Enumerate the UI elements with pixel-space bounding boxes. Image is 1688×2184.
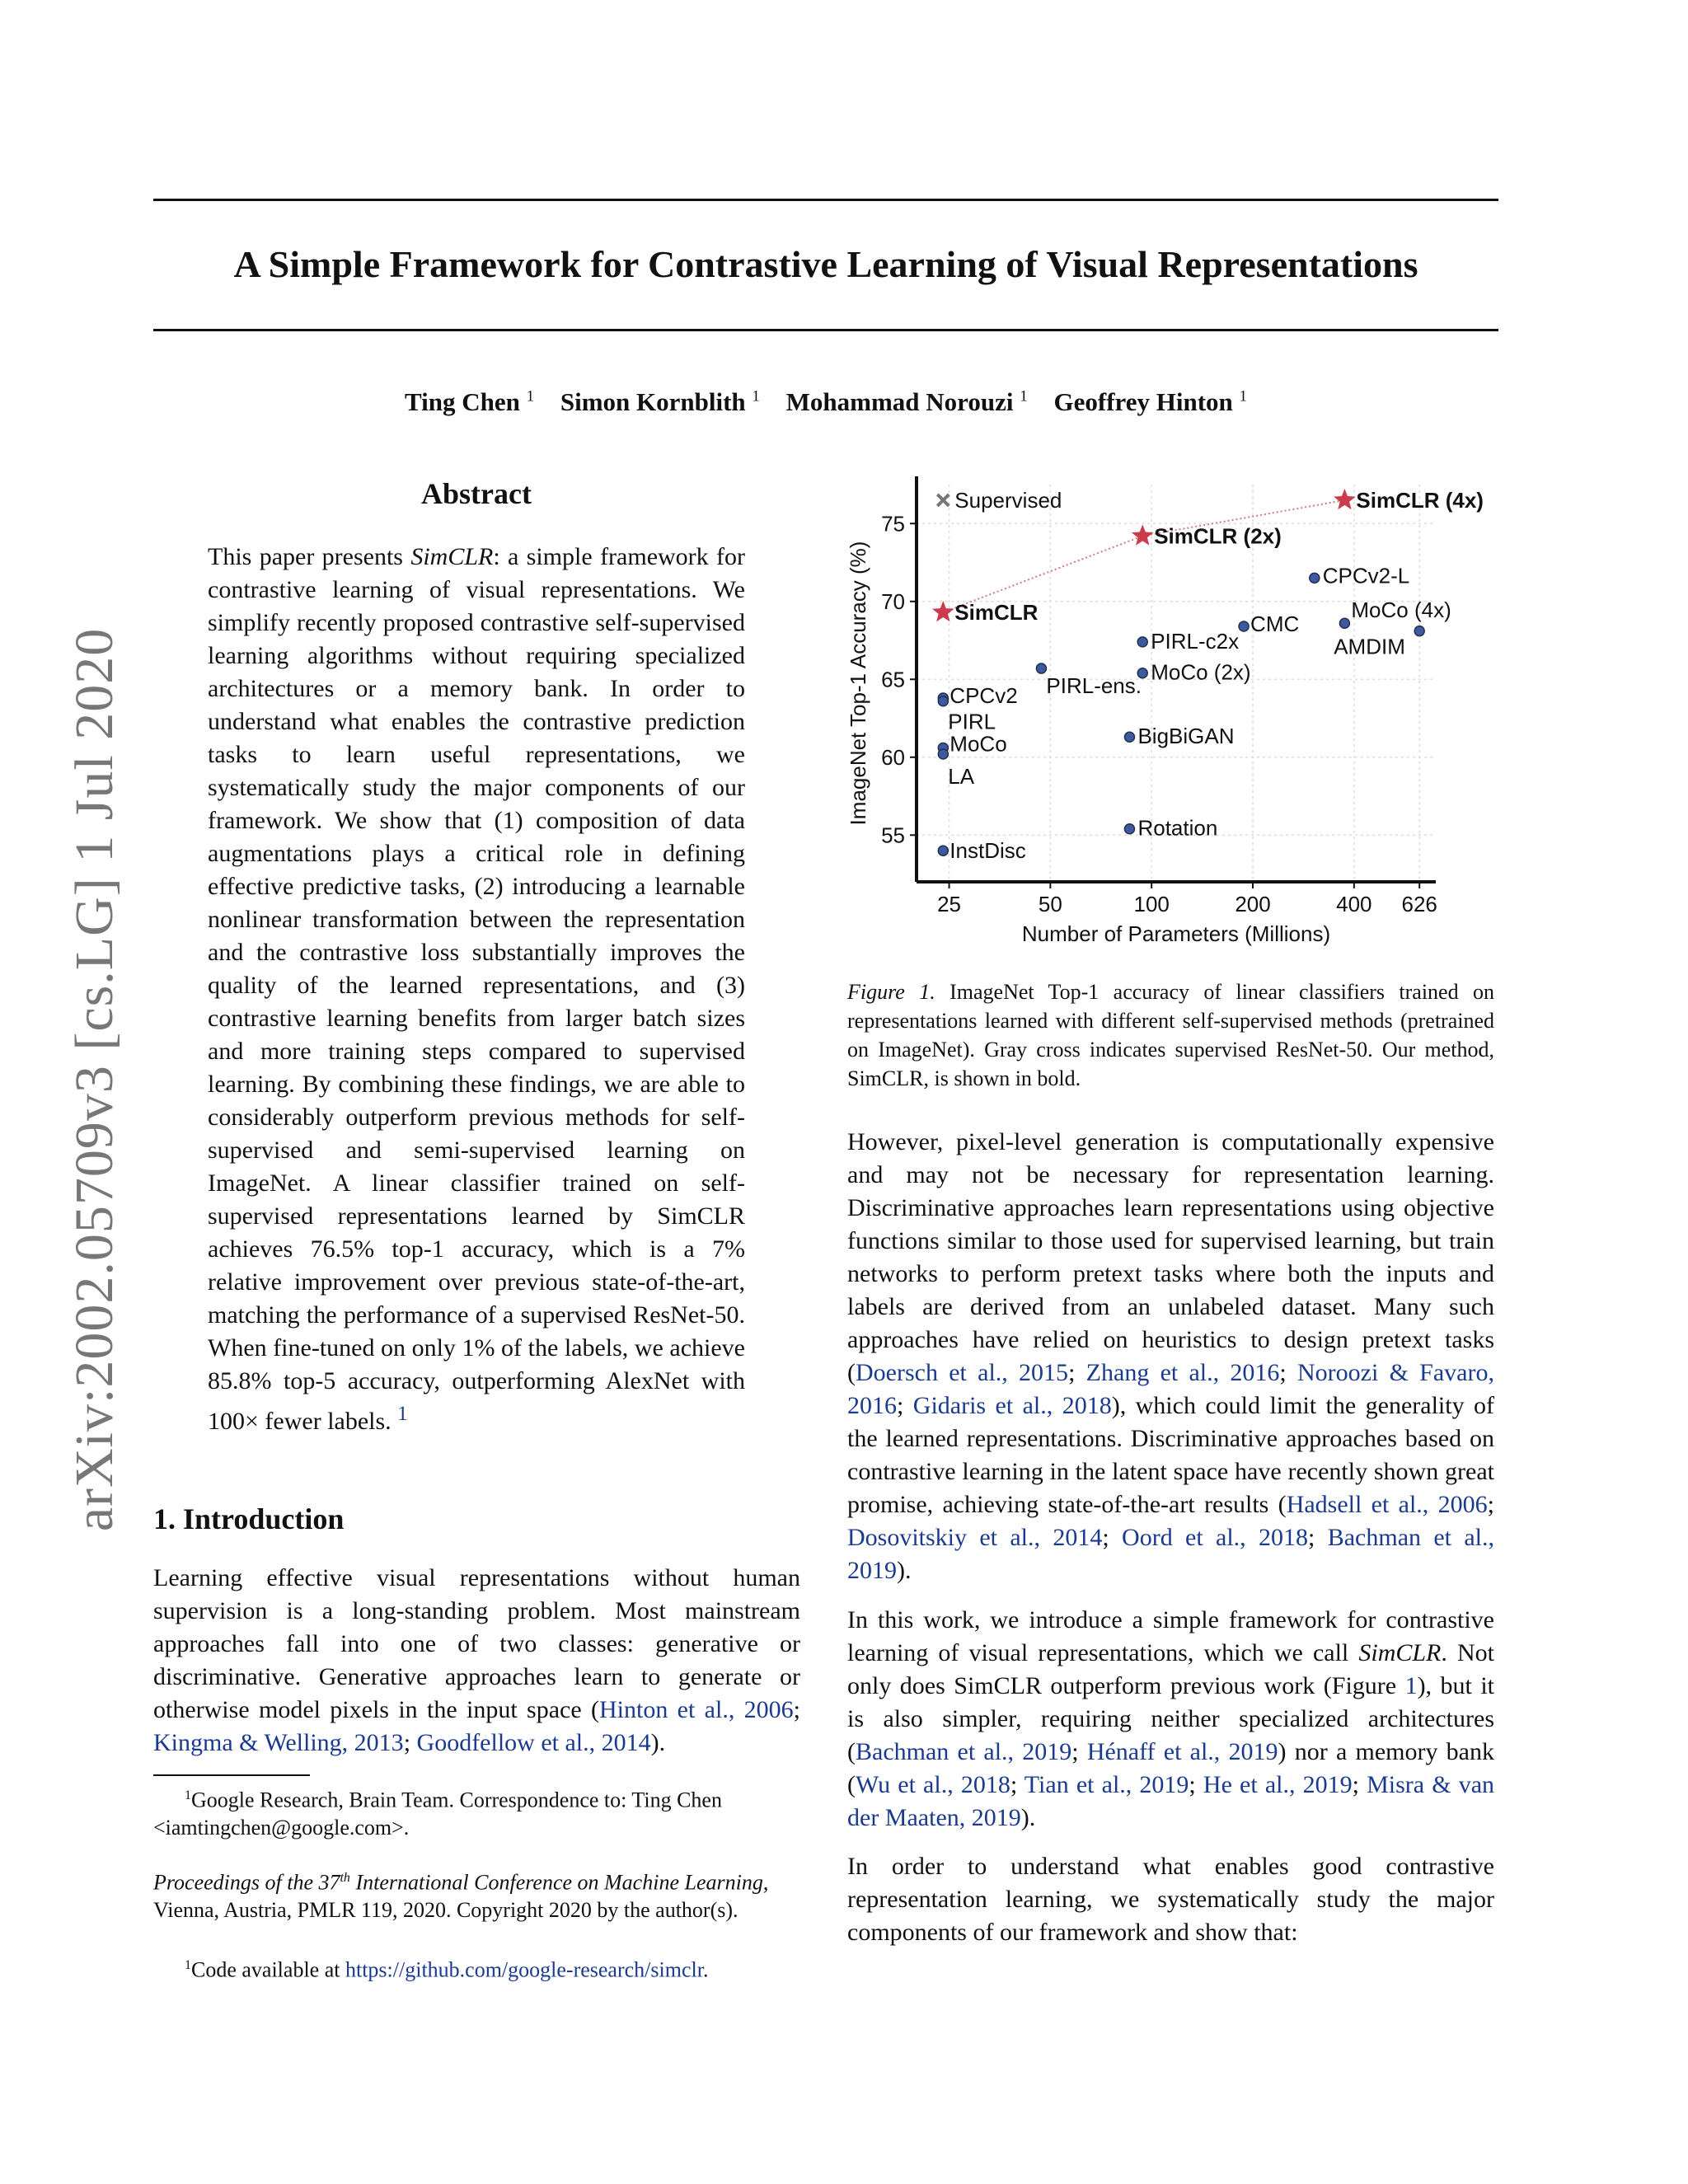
title-rule-bottom [153,329,1498,331]
point-la [938,749,948,759]
citation-link[interactable]: Oord et al., 2018 [1122,1524,1309,1551]
citation-link[interactable]: Hadsell et al., 2006 [1286,1491,1488,1518]
point-label-simclr-2x: SimCLR (2x) [1154,523,1282,549]
citation-link[interactable]: Noroozi & Favaro, 2016 [847,1359,1494,1419]
section-heading-introduction: 1. Introduction [153,1502,345,1535]
y-tick-label: 70 [881,588,905,614]
arxiv-stamp: arXiv:2002.05709v3 [cs.LG] 1 Jul 2020 [64,627,124,1532]
figure-label: Figure 1. [847,980,935,1004]
point-bigbigan [1124,732,1134,742]
author-list [153,387,1498,417]
point-pirl [938,696,948,706]
citation-link[interactable]: Hinton et al., 2006 [598,1696,794,1723]
point-pirl-ens [1036,663,1046,673]
citation-link[interactable]: Hénaff et al., 2019 [1086,1738,1278,1765]
footnote-affiliation: $^1$Google Research, Brain Team. Correspondence to: Ting Chen <iamtingchen@google.com>. [153,1788,722,1840]
point-cmc [1239,621,1249,631]
citation-link[interactable]: Goodfellow et al., 2014 [416,1729,651,1756]
point-cpcv2-l [1310,573,1320,583]
point-amdim [1414,626,1424,636]
x-tick-label: 200 [1235,892,1271,916]
point-simclr-4x [1334,489,1356,509]
citation-link[interactable]: Zhang et al., 2016 [1085,1359,1280,1386]
x-tick-label: 50 [1038,892,1062,916]
scatter-plot [841,468,1500,946]
point-label-simclr: SimCLR [954,599,1039,625]
citation-link[interactable]: Bachman et al., 2019 [847,1524,1494,1584]
author-1: Ting Chen $^1$ [404,387,535,416]
x-tick-label: 25 [937,892,962,916]
figure-caption: Figure 1. ImageNet Top-1 accuracy of linear classifiers trained on representations learned with different self-supervised methods (pretrained on ImageNet). Gray cross indicates supervised ResNet-50. Our method, SimCLR, is shown in bold. [847,980,1494,1090]
citation-link[interactable]: Misra & van der Maaten, 2019 [847,1771,1495,1831]
point-supervised [937,494,949,506]
point-instdisc [938,846,948,855]
point-label-cpcv2: CPCv2 [950,682,1018,708]
code-url-link[interactable]: https://github.com/google-research/simclr [345,1957,703,1982]
author-3: Mohammad Norouzi $^1$ [785,387,1028,416]
title-rule-top [153,199,1498,201]
citation-link[interactable]: Gidaris et al., 2018 [912,1392,1112,1419]
abstract-heading: Abstract [421,477,532,510]
paragraph-components: In order to understand what enables good contrastive representation learning, we systematically study the major components of our framework and show that: [847,1853,1494,1946]
paragraph-discriminative: However, pixel-level generation is computationally expensive and may not be necessary for representation learning. Discriminative approaches learn representations using objective functions similar to those used for supervised learning, but train networks to perform pretext tasks where both the inputs and labels are derived from an unlabeled dataset. Many such approaches have relied on heuristics to design pretext tasks (Doersch et al., 2015; Zhang et al., 2016; Noroozi & Favaro, 2016; Gidaris et al., 2018), which could limit the generality of the learned representations. Discriminative approaches based on contrastive learning in the latent space have recently shown great promise, achieving state-of-the-art results (Hadsell et al., 2006; Dosovitskiy et al., 2014; Oord et al., 2018; Bachman et al., 2019). [847,1128,1495,1584]
citation-link[interactable]: Tian et al., 2019 [1024,1771,1189,1798]
citation-link[interactable]: Wu et al., 2018 [856,1771,1010,1798]
point-label-cmc: CMC [1250,612,1300,637]
point-label-la: LA [948,764,975,790]
proceedings-note: Proceedings of the 37th International Conference on Machine Learning, Vienna, Austria, PMLR 119, 2020. Copyright 2020 by the author(s). [153,1870,769,1922]
point-label-moco-2x: MoCo (2x) [1151,659,1251,685]
y-axis-label: ImageNet Top-1 Accuracy (%) [846,541,870,826]
citation-link[interactable]: Doersch et al., 2015 [856,1359,1069,1386]
point-pirl-c2x [1137,637,1147,647]
introduction-paragraph: Learning effective visual representations without human supervision is a long-standing problem. Most mainstream approaches fall into one of two classes: generative or discriminative. Generative approaches learn to generate or otherwise model pixels in the input space (Hinton et al., 2006; Kingma & Welling, 2013; Goodfellow et al., 2014). [153,1564,801,1756]
x-tick-label: 626 [1401,892,1437,916]
point-label-amdim: AMDIM [1334,634,1405,659]
point-label-moco-4x: MoCo (4x) [1351,598,1451,623]
footnote-rule [153,1774,310,1776]
citation-link[interactable]: Kingma & Welling, 2013 [153,1729,404,1756]
point-label-simclr-4x: SimCLR (4x) [1356,487,1484,513]
footnote-code: $^1$Code available at https://github.com/google-research/simclr. [185,1957,709,1982]
citation-link[interactable]: He et al., 2019 [1203,1771,1353,1798]
author-4: Geoffrey Hinton $^1$ [1053,387,1248,416]
point-rotation [1124,824,1134,834]
point-simclr-2x [1132,524,1154,545]
author-2: Simon Kornblith $^1$ [560,387,760,416]
point-label-pirl: PIRL [948,709,996,734]
x-tick-label: 400 [1336,892,1372,916]
point-label-moco: MoCo [950,731,1007,757]
point-label-bigbigan: BigBiGAN [1137,724,1235,749]
paragraph-this-work: In this work, we introduce a simple framework for contrastive learning of visual representations, which we call SimCLR. Not only does SimCLR outperform previous work (Figure 1), but it is also simpler, requiring neither specialized architectures (Bachman et al., 2019; Hénaff et al., 2019) nor a memory bank (Wu et al., 2018; Tian et al., 2019; He et al., 2019; Misra & van der Maaten, 2019). [847,1606,1495,1831]
footnote-link[interactable]: 1 [397,1403,408,1425]
x-axis-label: Number of Parameters (Millions) [1021,921,1331,946]
point-moco-4x [1339,618,1349,628]
point-label-rotation: Rotation [1137,815,1218,841]
citation-link[interactable]: Dosovitskiy et al., 2014 [847,1524,1103,1551]
figure-ref-link[interactable]: 1 [1404,1672,1418,1699]
y-tick-label: 55 [881,823,905,848]
y-tick-label: 60 [881,744,905,770]
y-tick-label: 75 [881,511,905,537]
point-simclr [932,601,954,621]
point-label-supervised: Supervised [954,487,1062,513]
paper-title: A Simple Framework for Contrastive Learning of Visual Representations [233,243,1418,285]
point-label-pirl-ens: PIRL-ens. [1046,673,1142,699]
point-label-pirl-c2x: PIRL-c2x [1151,628,1240,654]
abstract-body: This paper presents SimCLR: a simple framework for contrastive learning of visual representations. We simplify recently proposed contrastive self-supervised learning algorithms without requiring specialized architectures or a memory bank. In order to understand what enables the contrastive prediction tasks to learn useful representations, we systematically study the major components of our framework. We show that (1) composition of data augmentations plays a critical role in defining effective predictive tasks, (2) introducing a learnable nonlinear transformation between the representation and the contrastive loss substantially improves the quality of the learned representations, and (3) contrastive learning benefits from larger batch sizes and more training steps compared to supervised learning. By combining these findings, we are able to considerably outperform previous methods for self-supervised and semi-supervised learning on ImageNet. A linear classifier trained on self-supervised representations learned by SimCLR achieves 76.5% top-1 accuracy, which is a 7% relative improvement over previous state-of-the-art, matching the performance of a supervised ResNet-50. When fine-tuned on only 1% of the labels, we achieve 85.8% top-5 accuracy, outperforming AlexNet with 100× fewer labels. $^1$ [208,543,745,1435]
figure-1-chart [841,468,1500,946]
citation-link[interactable]: Bachman et al., 2019 [856,1738,1072,1765]
y-tick-label: 65 [881,667,905,692]
point-label-cpcv2-l: CPCv2-L [1322,563,1410,588]
point-label-instdisc: InstDisc [950,838,1026,864]
x-tick-label: 100 [1133,892,1170,916]
